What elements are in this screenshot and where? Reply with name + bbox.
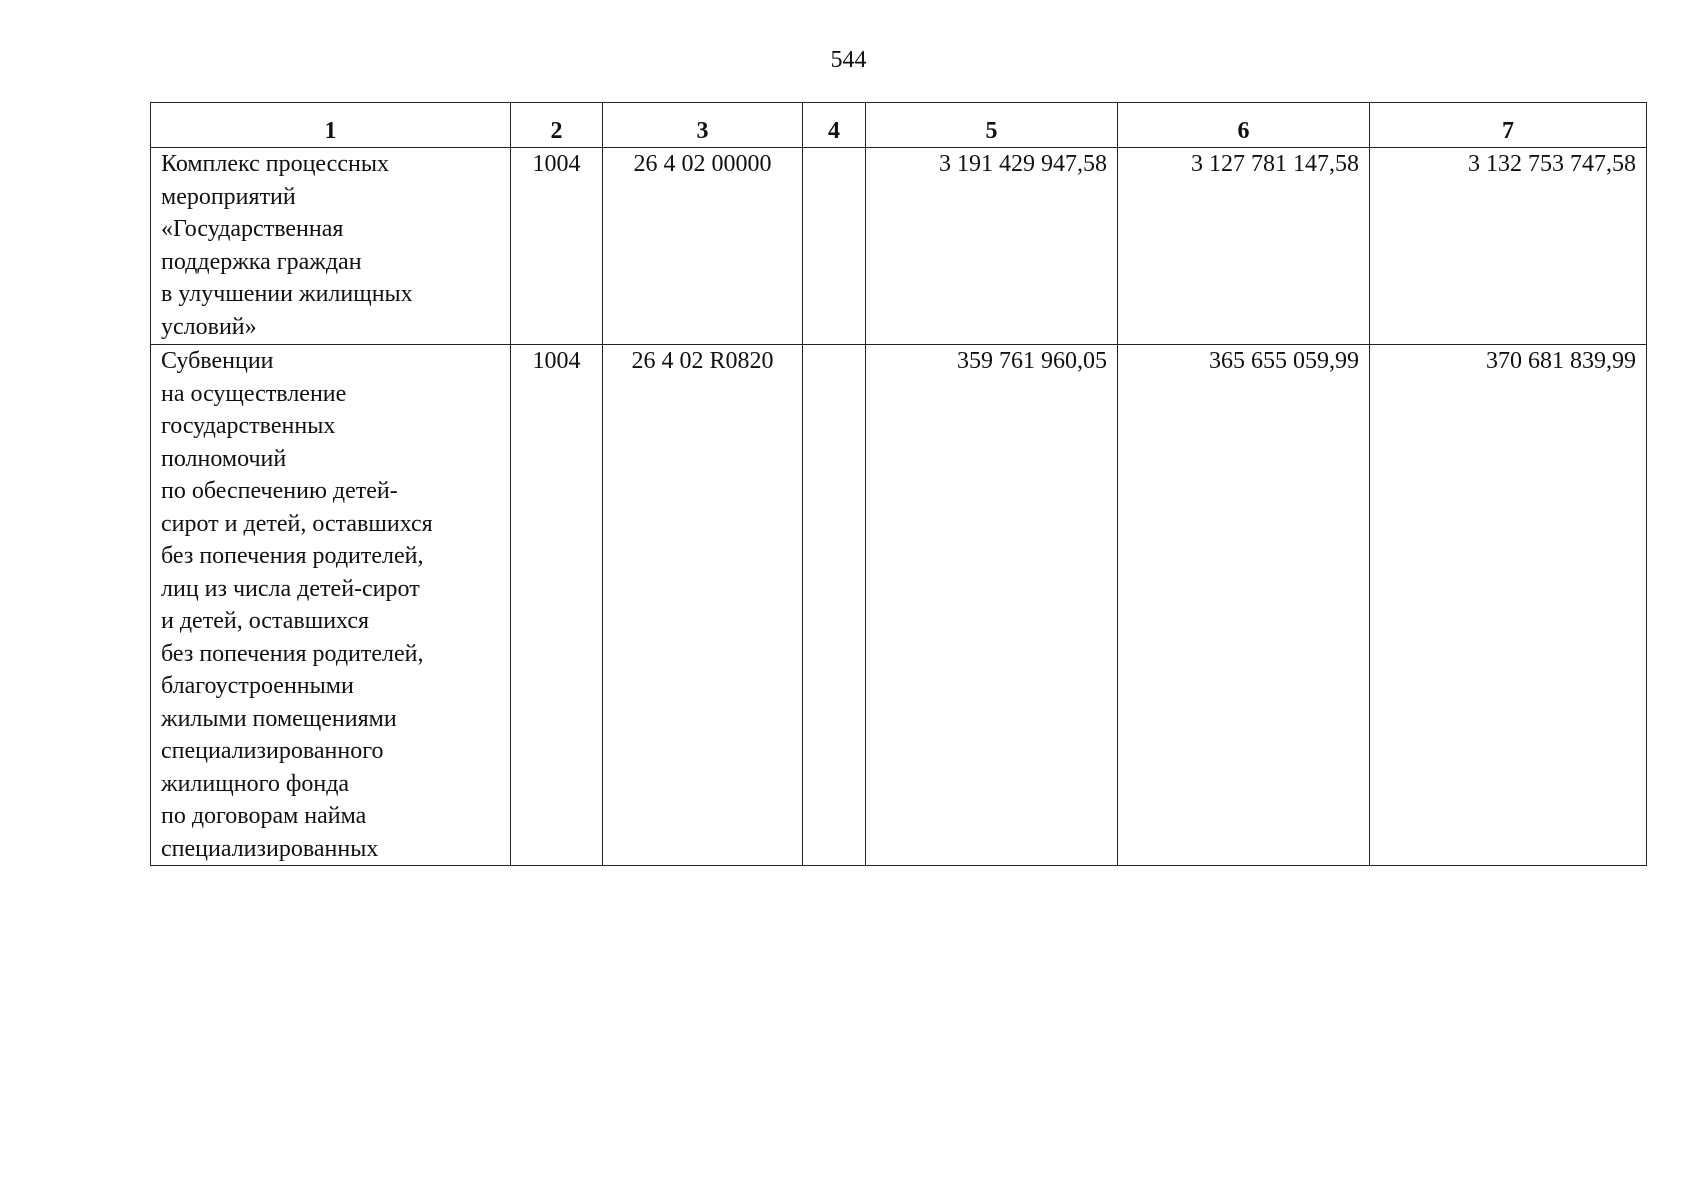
header-col-7: 7 <box>1370 103 1647 148</box>
section-code-cell: 1004 <box>511 148 603 345</box>
row-name-line: Субвенции <box>161 348 274 374</box>
target-article-cell: 26 4 02 R0820 <box>603 345 803 866</box>
row-name-line: полномочий <box>161 445 287 472</box>
row-name-line: «Государственная <box>161 216 344 242</box>
amount-year-2-cell: 3 127 781 147,58 <box>1118 148 1370 345</box>
row-name-line: поддержка граждан <box>161 248 362 275</box>
row-name-cell <box>151 345 511 866</box>
header-row <box>151 103 1647 148</box>
row-name-line: и детей, оставшихся <box>161 608 370 634</box>
page-number: 544 <box>830 47 867 73</box>
row-name-line: жилыми помещениями <box>161 705 397 732</box>
row-name-line: без попечения родителей, <box>161 640 424 667</box>
expense-type-cell <box>803 345 866 866</box>
table-row <box>151 148 1647 345</box>
header-col-6: 6 <box>1118 103 1370 148</box>
table-row <box>151 345 1647 866</box>
amount-year-3-cell: 370 681 839,99 <box>1370 345 1647 866</box>
budget-table <box>150 102 1647 866</box>
amount-year-3-cell: 3 132 753 747,58 <box>1370 148 1647 345</box>
amount-year-2-cell: 365 655 059,99 <box>1118 345 1370 866</box>
row-name-line: Комплекс процессных <box>161 151 389 177</box>
row-name-line: сирот и детей, оставшихся <box>161 510 433 537</box>
row-name-line: лиц из числа детей-сирот <box>161 575 420 602</box>
row-name-line: мероприятий <box>161 183 296 210</box>
target-article-cell: 26 4 02 00000 <box>603 148 803 345</box>
row-name-line: по договорам найма <box>161 803 367 829</box>
row-name-line: условий» <box>161 313 257 340</box>
row-name-line: по обеспечению детей- <box>161 478 398 504</box>
expense-type-cell <box>803 148 866 345</box>
section-code-cell: 1004 <box>511 345 603 866</box>
header-col-1: 1 <box>151 103 511 148</box>
header-col-5: 5 <box>866 103 1118 148</box>
table-header <box>151 103 1647 148</box>
row-name-line: специализированного <box>161 738 384 764</box>
row-name-line: государственных <box>161 413 336 439</box>
row-name-line: жилищного фонда <box>161 770 350 797</box>
row-name-line: в улучшении жилищных <box>161 281 413 307</box>
amount-year-1-cell: 359 761 960,05 <box>866 345 1118 866</box>
header-col-4: 4 <box>803 103 866 148</box>
row-name-line: специализированных <box>161 835 379 862</box>
row-name-line: на осуществление <box>161 380 347 407</box>
header-col-3: 3 <box>603 103 803 148</box>
header-col-2: 2 <box>511 103 603 148</box>
row-name-line: благоустроенными <box>161 673 354 699</box>
row-name-line: без попечения родителей, <box>161 543 424 569</box>
row-name-cell <box>151 148 511 345</box>
amount-year-1-cell: 3 191 429 947,58 <box>866 148 1118 345</box>
